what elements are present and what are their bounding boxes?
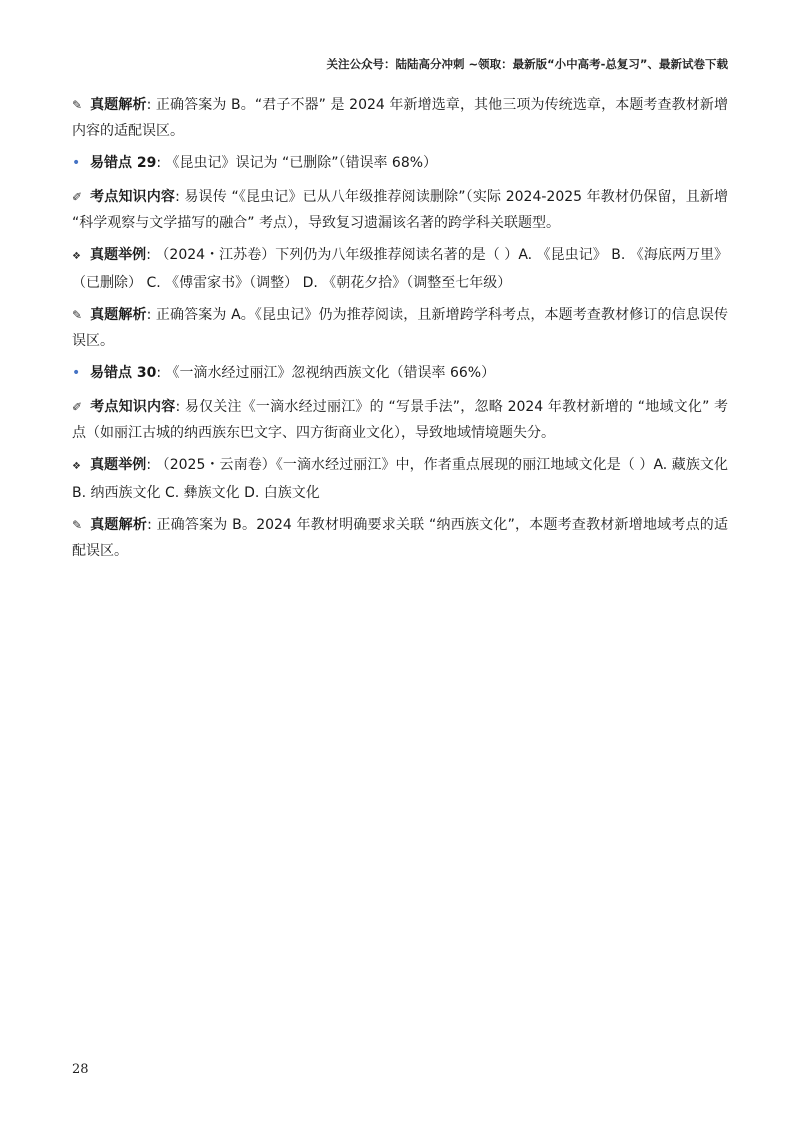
label-separator: :	[146, 97, 156, 113]
label-separator: :	[146, 247, 156, 263]
paragraph-label: 考点知识内容	[90, 189, 176, 205]
paragraph-text: （2025・云南卷）《一滴水经过丽江》中，作者重点展现的丽江地域文化是（ ）A. 藏族文化 B. 纳西族文化 C. 彝族文化 D. 白族文化	[72, 457, 728, 501]
error-point-heading	[72, 150, 728, 176]
analysis-paragraph	[72, 92, 728, 144]
paragraph-text: 《一滴水经过丽江》忽视纳西族文化（错误率 66%）	[165, 365, 496, 381]
pencil-icon: ✎	[72, 98, 83, 112]
label-separator: :	[146, 307, 156, 323]
paragraph-text: 正确答案为 B。“君子不器” 是 2024 年新增选章，其他三项为传统选章，本题考查教材新增内容的适配误区。	[72, 97, 729, 139]
paragraph-label: 真题解析	[90, 97, 147, 113]
label-separator: :	[175, 399, 185, 415]
paragraph-text: 正确答案为 B。2024 年教材明确要求关联 “纳西族文化”，本题考查教材新增地域考点的适配误区。	[72, 517, 729, 559]
diamond-icon: ❖	[72, 251, 81, 262]
error-point-heading	[72, 360, 728, 386]
knowledge-paragraph	[72, 184, 728, 236]
label-separator: :	[146, 457, 156, 473]
example-paragraph	[72, 242, 728, 296]
paragraph-text: 正确答案为 A。《昆虫记》仍为推荐阅读，且新增跨学科考点，本题考查教材修订的信息误传误区。	[72, 307, 729, 349]
paragraph-text: 易误传 “《昆虫记》已从八年级推荐阅读删除”（实际 2024-2025 年教材仍保留，且新增 “科学观察与文学描写的融合” 考点），导致复习遗漏该名著的跨学科关联题型。	[72, 189, 729, 231]
label-separator: :	[156, 155, 166, 171]
pen-icon: ✐	[72, 400, 83, 414]
bullet-icon: •	[72, 365, 81, 381]
paragraph-text: 易仅关注《一滴水经过丽江》的 “写景手法”，忽略 2024 年教材新增的 “地域文化” 考点（如丽江古城的纳西族东巴文字、四方街商业文化），导致地域情境题失分。	[72, 399, 729, 441]
analysis-paragraph	[72, 302, 728, 354]
page-header: 关注公众号：陆陆高分冲刺 ~领取：最新版“小中高考-总复习”、最新试卷下载	[326, 57, 728, 71]
paragraph-label: 易错点 29	[90, 155, 157, 171]
paragraph-label: 易错点 30	[90, 365, 157, 381]
paragraph-label: 真题举例	[90, 457, 147, 473]
paragraph-label: 真题举例	[90, 247, 147, 263]
example-paragraph	[72, 452, 728, 506]
bullet-icon: •	[72, 155, 81, 171]
paragraph-text: 《昆虫记》误记为 “已删除”（错误率 68%）	[165, 155, 438, 171]
pencil-icon: ✎	[72, 518, 83, 532]
label-separator: :	[147, 517, 157, 533]
label-separator: :	[156, 365, 166, 381]
paragraph-label: 真题解析	[90, 307, 147, 323]
pencil-icon: ✎	[72, 308, 83, 322]
knowledge-paragraph	[72, 394, 728, 446]
page-content	[72, 92, 728, 570]
paragraph-label: 考点知识内容	[90, 399, 176, 415]
pen-icon: ✐	[72, 190, 83, 204]
paragraph-text: （2024・江苏卷）下列仍为八年级推荐阅读名著的是（ ）A. 《昆虫记》 B. 《海底两万里》（已删除） C. 《傅雷家书》（调整） D. 《朝花夕拾》（调整至七年级）	[72, 247, 729, 291]
label-separator: :	[175, 189, 185, 205]
paragraph-label: 真题解析	[90, 517, 148, 533]
analysis-paragraph	[72, 512, 728, 564]
diamond-icon: ❖	[72, 461, 81, 472]
page-number: 28	[72, 1062, 89, 1077]
